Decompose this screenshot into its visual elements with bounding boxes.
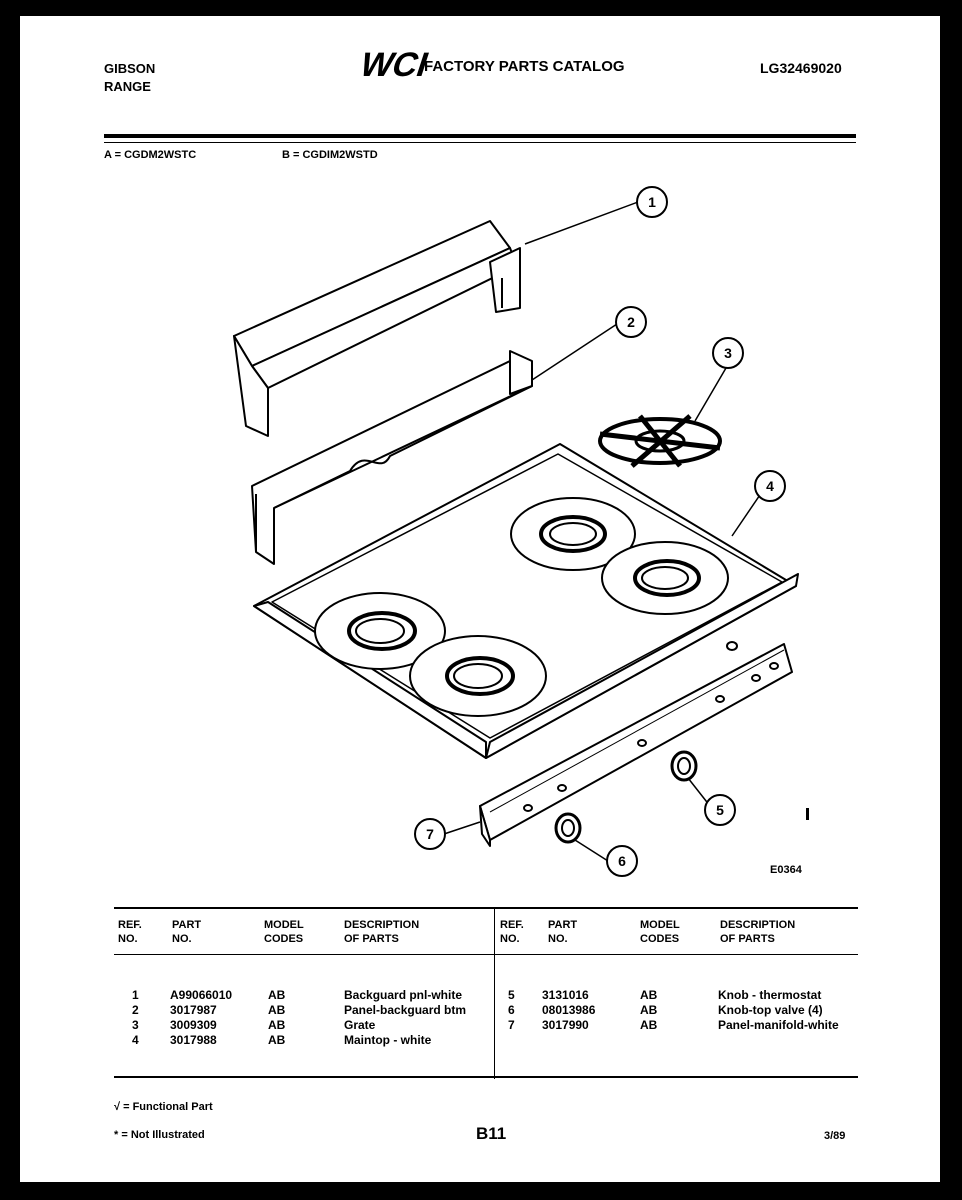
callout-6 <box>607 846 637 876</box>
catalog-number: LG32469020 <box>760 60 842 76</box>
callout-7-label: 7 <box>426 826 434 842</box>
callout-1 <box>637 187 667 217</box>
callout-4-label: 4 <box>766 478 774 494</box>
table-bottom-rule <box>114 1076 858 1078</box>
grate-illustration <box>600 416 720 466</box>
header-description: DESCRIPTION OF PARTS <box>344 919 420 945</box>
table-divider <box>494 909 495 1079</box>
header-part-no: PART NO. <box>548 919 578 945</box>
header-part-no: PART NO. <box>172 919 202 945</box>
callout-1-label: 1 <box>648 194 656 210</box>
callout-3-label: 3 <box>724 345 732 361</box>
callout-4 <box>755 471 785 501</box>
catalog-page: GIBSON RANGE WCI FACTORY PARTS CATALOG LG32469020 A = CGDM2WSTC B = CGDIM2WSTD 1 2 3 4 5 6 7 E0364 REF. NO. PART NO. MODEL CODES DESCRIPTION OF PARTS REF. NO. PART NO. MODEL CODES DESCRIPTION OF PARTS 1 A99066010 AB Backguard pnl-white 2 3017987 AB Panel-backguard btm 3 3009309 AB Grate 4 3017988 AB Maintop - white 5 3131016 AB Knob - thermostat 6 08013986 AB Knob-top valve (4) 7 3017990 AB Panel-manifold-white √ = Functional Part * = Not Illustrated B11 3/89 <box>20 16 940 1182</box>
catalog-date: 3/89 <box>824 1130 846 1142</box>
header-ref-no: REF. NO. <box>500 919 524 945</box>
product-type: RANGE <box>104 79 151 94</box>
not-illustrated-note: * = Not Illustrated <box>114 1129 205 1141</box>
top-valve-knob-illustration <box>556 814 580 842</box>
diagram-code: E0364 <box>770 864 802 876</box>
callout-6-label: 6 <box>618 853 626 869</box>
callout-3 <box>713 338 743 368</box>
callout-2-label: 2 <box>627 314 635 330</box>
callout-5 <box>705 795 735 825</box>
header-description: DESCRIPTION OF PARTS <box>720 919 796 945</box>
header-ref-no: REF. NO. <box>118 919 142 945</box>
callout-5-label: 5 <box>716 802 724 818</box>
logo-text: WCI <box>355 45 434 84</box>
page-number: B11 <box>476 1124 507 1143</box>
table-top-rule <box>114 907 858 909</box>
table-header-rule <box>114 954 858 955</box>
functional-part-note: √ = Functional Part <box>114 1101 213 1113</box>
catalog-title: FACTORY PARTS CATALOG <box>424 58 625 75</box>
model-a-code: A = CGDM2WSTC <box>104 149 197 161</box>
tick-mark <box>806 808 809 820</box>
callout-2 <box>616 307 646 337</box>
thermostat-knob-illustration <box>672 752 696 780</box>
header-model-codes: MODEL CODES <box>264 919 304 945</box>
header-model-codes: MODEL CODES <box>640 919 680 945</box>
brand-name: GIBSON <box>104 61 156 76</box>
model-b-code: B = CGDIM2WSTD <box>282 149 378 161</box>
callout-7 <box>415 819 445 849</box>
